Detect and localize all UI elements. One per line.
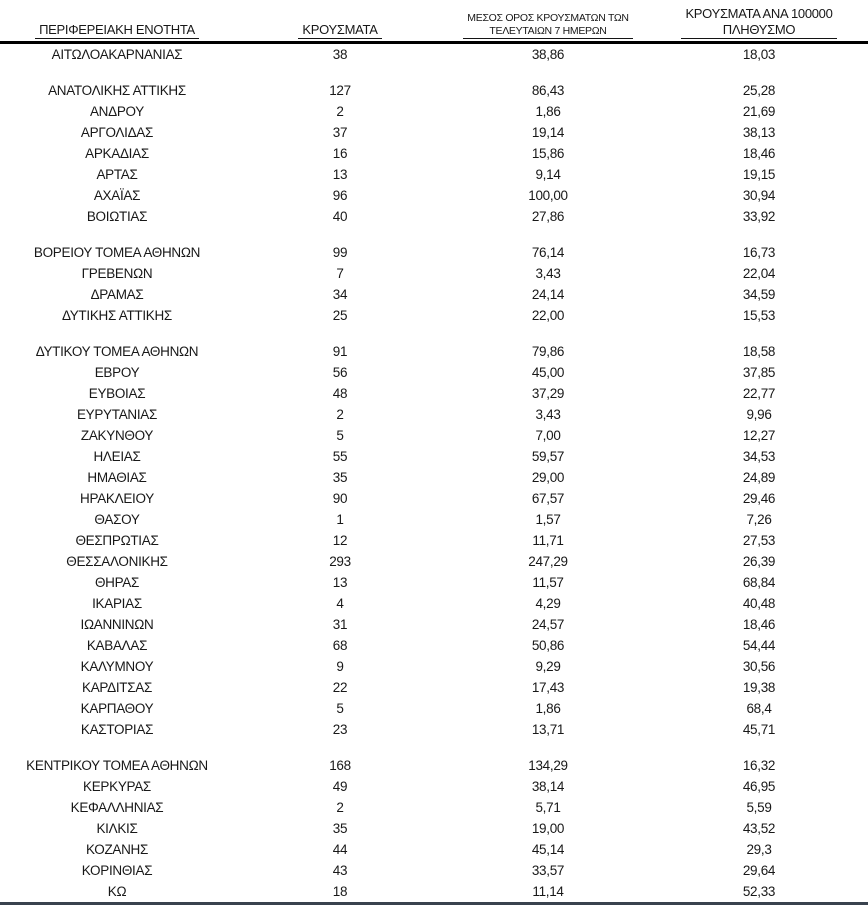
table-row xyxy=(0,614,868,635)
per100k-cell: 19,38 xyxy=(742,680,776,696)
cases-cell: 90 xyxy=(332,491,348,507)
table-row xyxy=(0,839,868,860)
table-row xyxy=(0,509,868,530)
cases-cell: 2 xyxy=(336,104,344,120)
avg7-cell: 22,00 xyxy=(531,308,565,324)
per100k-cell: 16,32 xyxy=(742,758,776,774)
per100k-cell: 15,53 xyxy=(742,308,776,324)
region-cell: ΚΙΛΚΙΣ xyxy=(96,821,138,837)
column-header-label: ΚΡΟΥΣΜΑΤΑ ΑΝΑ 100000 ΠΛΗΘΥΣΜΟ xyxy=(681,6,836,39)
per100k-cell: 34,59 xyxy=(742,287,776,303)
table-row xyxy=(0,656,868,677)
column-header-label: ΜΕΣΟΣ ΟΡΟΣ ΚΡΟΥΣΜΑΤΩΝ ΤΩΝ ΤΕΛΕΥΤΑΙΩΝ 7 ΗΜΕΡΩΝ xyxy=(463,12,632,39)
column-header-label: ΚΡΟΥΣΜΑΤΑ xyxy=(298,22,381,40)
cases-cell: 31 xyxy=(332,617,348,633)
avg7-cell: 11,71 xyxy=(532,533,564,549)
table-row xyxy=(0,719,868,740)
avg7-cell: 134,29 xyxy=(528,758,568,774)
table-row xyxy=(0,488,868,509)
region-cell: ΘΗΡΑΣ xyxy=(94,575,140,591)
cases-cell: 9 xyxy=(336,659,344,675)
table-row xyxy=(0,755,868,776)
region-cell: ΚΑΡΔΙΤΣΑΣ xyxy=(81,680,153,696)
region-cell: ΕΒΡΟΥ xyxy=(94,365,140,381)
per100k-cell: 22,77 xyxy=(742,386,776,402)
table-row xyxy=(0,122,868,143)
region-cell: ΑΝΔΡΟΥ xyxy=(89,104,145,120)
per100k-cell: 18,46 xyxy=(742,617,776,633)
spacer-row xyxy=(0,326,868,341)
table-row xyxy=(0,677,868,698)
cases-cell: 23 xyxy=(332,722,348,738)
avg7-cell: 19,14 xyxy=(531,125,565,141)
region-cell: ΖΑΚΥΝΘΟΥ xyxy=(80,428,154,444)
avg7-cell: 15,86 xyxy=(531,146,565,162)
table-row xyxy=(0,818,868,839)
table-row xyxy=(0,362,868,383)
avg7-cell: 67,57 xyxy=(531,491,565,507)
column-header-cases xyxy=(234,0,446,43)
region-cell: ΑΡΚΑΔΙΑΣ xyxy=(85,146,149,162)
per100k-cell: 68,4 xyxy=(746,701,772,717)
cases-cell: 22 xyxy=(332,680,348,696)
region-cell: ΕΥΡΥΤΑΝΙΑΣ xyxy=(76,407,158,423)
per100k-cell: 18,03 xyxy=(742,47,776,63)
table-row xyxy=(0,404,868,425)
region-cell: ΔΥΤΙΚΗΣ ΑΤΤΙΚΗΣ xyxy=(62,308,172,324)
avg7-cell: 79,86 xyxy=(531,344,565,360)
per100k-cell: 29,3 xyxy=(746,842,772,858)
region-cell: ΑΡΓΟΛΙΔΑΣ xyxy=(80,125,154,141)
per100k-cell: 12,27 xyxy=(742,428,776,444)
table-row xyxy=(0,185,868,206)
cases-cell: 2 xyxy=(336,407,344,423)
table-row xyxy=(0,635,868,656)
per100k-cell: 24,89 xyxy=(742,470,776,486)
avg7-cell: 7,00 xyxy=(535,428,561,444)
cases-cell: 49 xyxy=(332,779,348,795)
avg7-cell: 33,57 xyxy=(531,863,565,879)
per100k-cell: 9,96 xyxy=(746,407,772,423)
per100k-cell: 27,53 xyxy=(742,533,776,549)
cases-cell: 13 xyxy=(332,167,348,183)
cases-cell: 293 xyxy=(329,554,351,570)
region-cell: ΚΑΛΥΜΝΟΥ xyxy=(80,659,154,675)
cases-cell: 55 xyxy=(332,449,348,465)
avg7-cell: 11,14 xyxy=(532,884,564,900)
region-cell: ΔΡΑΜΑΣ xyxy=(90,287,144,303)
per100k-cell: 7,26 xyxy=(746,512,772,528)
per100k-cell: 29,64 xyxy=(742,863,776,879)
table-row xyxy=(0,284,868,305)
table-row xyxy=(0,263,868,284)
per100k-cell: 22,04 xyxy=(742,266,776,282)
region-cell: ΒΟΡΕΙΟΥ ΤΟΜΕΑ ΑΘΗΝΩΝ xyxy=(33,245,201,261)
column-header-avg-7-days xyxy=(446,0,650,43)
cases-cell: 35 xyxy=(332,821,348,837)
avg7-cell: 11,57 xyxy=(532,575,564,591)
region-cell: ΚΕΦΑΛΛΗΝΙΑΣ xyxy=(70,800,164,816)
avg7-cell: 24,14 xyxy=(531,287,565,303)
cases-cell: 4 xyxy=(336,596,344,612)
region-cell: ΔΥΤΙΚΟΥ ΤΟΜΕΑ ΑΘΗΝΩΝ xyxy=(35,344,199,360)
per100k-cell: 43,52 xyxy=(742,821,776,837)
spacer-row xyxy=(0,65,868,80)
cases-cell: 5 xyxy=(336,701,344,717)
region-cell: ΓΡΕΒΕΝΩΝ xyxy=(81,266,153,282)
per100k-cell: 54,44 xyxy=(742,638,776,654)
table-row xyxy=(0,425,868,446)
region-cell: ΒΟΙΩΤΙΑΣ xyxy=(86,209,148,225)
per100k-cell: 21,69 xyxy=(742,104,776,120)
avg7-cell: 38,86 xyxy=(531,47,565,63)
cases-cell: 127 xyxy=(329,83,351,99)
table-row xyxy=(0,797,868,818)
region-cell: ΚΕΝΤΡΙΚΟΥ ΤΟΜΕΑ ΑΘΗΝΩΝ xyxy=(26,758,208,774)
table-row xyxy=(0,881,868,904)
per100k-cell: 37,85 xyxy=(742,365,776,381)
per100k-cell: 25,28 xyxy=(742,83,776,99)
column-header-per-100000 xyxy=(650,0,868,43)
per100k-cell: 38,13 xyxy=(742,125,776,141)
spacer-cell xyxy=(0,326,868,341)
cases-cell: 96 xyxy=(332,188,348,204)
region-cell: ΚΩ xyxy=(107,884,127,900)
avg7-cell: 86,43 xyxy=(531,83,565,99)
cases-cell: 38 xyxy=(332,47,348,63)
per100k-cell: 46,95 xyxy=(742,779,776,795)
avg7-cell: 3,43 xyxy=(535,266,561,282)
region-cell: ΑΙΤΩΛΟΑΚΑΡΝΑΝΙΑΣ xyxy=(51,47,183,63)
spacer-cell xyxy=(0,227,868,242)
table-row xyxy=(0,383,868,404)
table-row xyxy=(0,305,868,326)
table-body xyxy=(0,43,868,904)
region-cell: ΑΧΑΪΑΣ xyxy=(93,188,141,204)
avg7-cell: 1,57 xyxy=(535,512,561,528)
cases-cell: 43 xyxy=(332,863,348,879)
cases-cell: 56 xyxy=(332,365,348,381)
cases-cell: 16 xyxy=(332,146,348,162)
region-cell: ΘΕΣΣΑΛΟΝΙΚΗΣ xyxy=(66,554,168,570)
avg7-cell: 19,00 xyxy=(531,821,565,837)
table-row xyxy=(0,446,868,467)
cases-cell: 2 xyxy=(336,800,344,816)
table-row xyxy=(0,43,868,66)
table-row xyxy=(0,860,868,881)
table-row xyxy=(0,143,868,164)
spacer-cell xyxy=(0,740,868,755)
avg7-cell: 247,29 xyxy=(528,554,568,570)
avg7-cell: 3,43 xyxy=(535,407,561,423)
cases-cell: 13 xyxy=(332,575,348,591)
cases-cell: 5 xyxy=(336,428,344,444)
avg7-cell: 13,71 xyxy=(531,722,565,738)
cases-cell: 18 xyxy=(332,884,348,900)
column-header-regional-unit xyxy=(0,0,234,43)
cases-cell: 91 xyxy=(332,344,348,360)
region-cell: ΗΜΑΘΙΑΣ xyxy=(87,470,147,486)
cases-cell: 168 xyxy=(329,758,351,774)
per100k-cell: 34,53 xyxy=(742,449,776,465)
table-row xyxy=(0,572,868,593)
avg7-cell: 37,29 xyxy=(531,386,565,402)
avg7-cell: 59,57 xyxy=(531,449,565,465)
cases-cell: 7 xyxy=(336,266,344,282)
region-cell: ΘΕΣΠΡΩΤΙΑΣ xyxy=(75,533,159,549)
region-cell: ΚΕΡΚΥΡΑΣ xyxy=(83,779,151,795)
region-cell: ΚΟΡΙΝΘΙΑΣ xyxy=(81,863,153,879)
table-row xyxy=(0,551,868,572)
cases-cell: 1 xyxy=(336,512,344,528)
table-row xyxy=(0,80,868,101)
cases-cell: 48 xyxy=(332,386,348,402)
table-row xyxy=(0,530,868,551)
avg7-cell: 27,86 xyxy=(531,209,565,225)
region-cell: ΑΝΑΤΟΛΙΚΗΣ ΑΤΤΙΚΗΣ xyxy=(48,83,186,99)
region-cell: ΚΟΖΑΝΗΣ xyxy=(85,842,149,858)
per100k-cell: 18,46 xyxy=(742,146,776,162)
region-cell: ΚΑΒΑΛΑΣ xyxy=(86,638,148,654)
avg7-cell: 9,14 xyxy=(535,167,561,183)
table-row xyxy=(0,242,868,263)
cases-cell: 44 xyxy=(332,842,348,858)
header-row xyxy=(0,0,868,43)
avg7-cell: 9,29 xyxy=(535,659,561,675)
per100k-cell: 5,59 xyxy=(746,800,772,816)
cases-cell: 37 xyxy=(332,125,348,141)
region-cell: ΗΡΑΚΛΕΙΟΥ xyxy=(80,491,154,507)
table-row xyxy=(0,101,868,122)
per100k-cell: 18,58 xyxy=(742,344,776,360)
table-row xyxy=(0,698,868,719)
spacer-cell xyxy=(0,65,868,80)
table-header xyxy=(0,0,868,43)
table-row xyxy=(0,776,868,797)
avg7-cell: 38,14 xyxy=(531,779,565,795)
per100k-cell: 19,15 xyxy=(742,167,776,183)
table-row xyxy=(0,467,868,488)
avg7-cell: 17,43 xyxy=(531,680,565,696)
avg7-cell: 76,14 xyxy=(531,245,565,261)
avg7-cell: 1,86 xyxy=(535,701,561,717)
per100k-cell: 52,33 xyxy=(742,884,776,900)
region-cell: ΚΑΡΠΑΘΟΥ xyxy=(80,701,154,717)
per100k-cell: 45,71 xyxy=(742,722,776,738)
region-cell: ΑΡΤΑΣ xyxy=(96,167,138,183)
per100k-cell: 40,48 xyxy=(742,596,776,612)
region-cell: ΗΛΕΙΑΣ xyxy=(93,449,141,465)
per100k-cell: 29,46 xyxy=(742,491,776,507)
avg7-cell: 1,86 xyxy=(535,104,561,120)
cases-cell: 12 xyxy=(332,533,348,549)
avg7-cell: 24,57 xyxy=(531,617,565,633)
avg7-cell: 45,14 xyxy=(531,842,565,858)
region-cell: ΙΩΑΝΝΙΝΩΝ xyxy=(80,617,154,633)
avg7-cell: 45,00 xyxy=(531,365,565,381)
region-cell: ΕΥΒΟΙΑΣ xyxy=(88,386,146,402)
spacer-row xyxy=(0,227,868,242)
avg7-cell: 4,29 xyxy=(535,596,561,612)
avg7-cell: 100,00 xyxy=(528,188,568,204)
per100k-cell: 33,92 xyxy=(742,209,776,225)
cases-cell: 35 xyxy=(332,470,348,486)
column-header-label: ΠΕΡΙΦΕΡΕΙΑΚΗ ΕΝΟΤΗΤΑ xyxy=(35,22,199,40)
table-row xyxy=(0,164,868,185)
region-cell: ΘΑΣΟΥ xyxy=(94,512,140,528)
cases-cell: 99 xyxy=(332,245,348,261)
spacer-row xyxy=(0,740,868,755)
per100k-cell: 26,39 xyxy=(742,554,776,570)
avg7-cell: 29,00 xyxy=(531,470,565,486)
per100k-cell: 68,84 xyxy=(742,575,776,591)
table-row xyxy=(0,206,868,227)
cases-cell: 25 xyxy=(332,308,348,324)
cases-cell: 40 xyxy=(332,209,348,225)
avg7-cell: 5,71 xyxy=(535,800,561,816)
per100k-cell: 30,94 xyxy=(742,188,776,204)
table-row xyxy=(0,341,868,362)
region-cell: ΚΑΣΤΟΡΙΑΣ xyxy=(80,722,154,738)
cases-cell: 68 xyxy=(332,638,348,654)
cases-cell: 34 xyxy=(332,287,348,303)
per100k-cell: 16,73 xyxy=(742,245,776,261)
table-row xyxy=(0,593,868,614)
region-cell: ΙΚΑΡΙΑΣ xyxy=(92,596,142,612)
per100k-cell: 30,56 xyxy=(742,659,776,675)
avg7-cell: 50,86 xyxy=(531,638,565,654)
